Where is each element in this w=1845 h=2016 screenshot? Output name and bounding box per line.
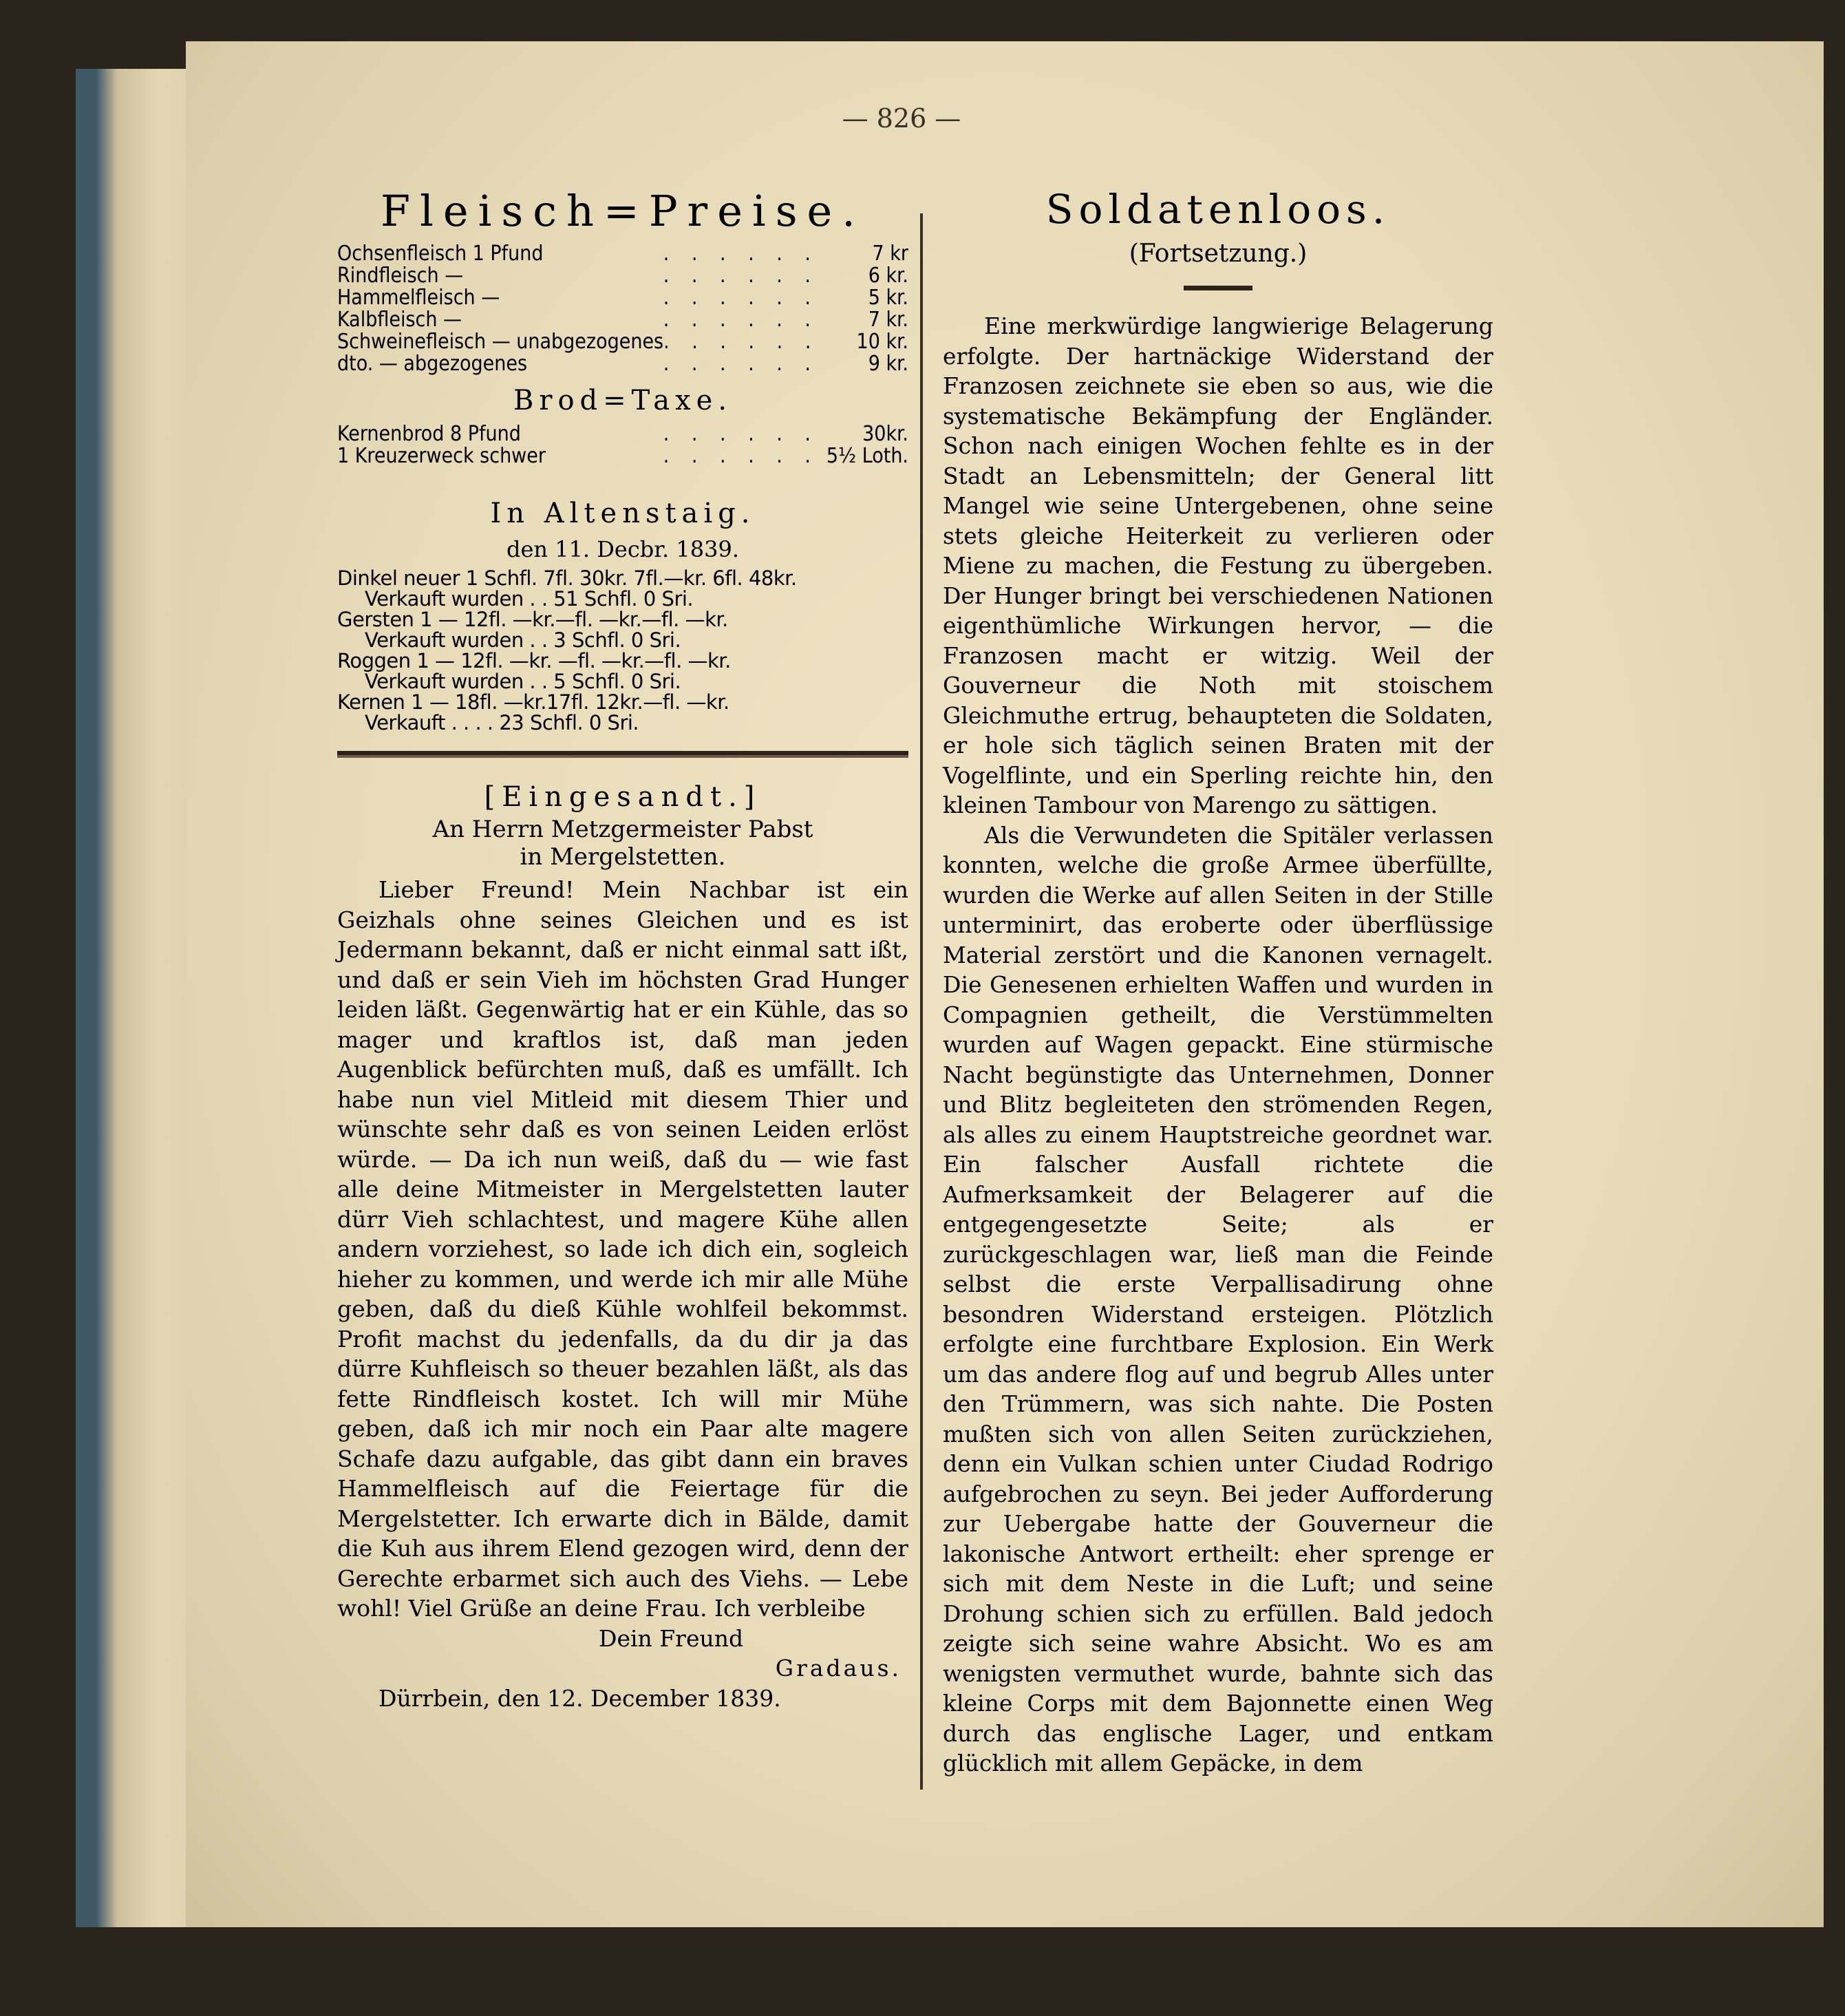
leader-dots: . . . . . . <box>663 309 819 331</box>
story-title: Soldatenloos. <box>1045 186 1391 233</box>
price-row <box>337 309 908 331</box>
price-row <box>337 445 908 467</box>
bread-price-list <box>337 423 908 467</box>
letter-place-date: Dürrbein, den 12. December 1839. <box>378 1684 781 1712</box>
letter-body: Lieber Freund! Mein Nachbar ist ein Geizhals ohne seines Gleichen und es ist Jedermann bekannt, daß er nicht einmal satt ißt, und daß er sein Vieh im höchsten Grad Hunger leiden läßt. Gegenwärtig hat er ein Kühle, das so mager und kraftlos ist, daß man jeden Augenblick befürchten muß, daß es umfällt. Ich habe nun viel Mitleid mit diesem Thier und wünschte sehr daß es von seinen Leiden erlöst würde. — Da ich nun weiß, daß du — wie fast alle deine Mitmeister in Mergelstetten lauter dürr Vieh schlachtest, und magere Kühe allen andern vorziehest, so lade ich dich ein, sogleich hieher zu kommen, und werde ich mir alle Mühe geben, daß du dieß Kühle wohlfeil bekommst. Profit machst du jedenfalls, da du dir ja das dürre Kuhfleisch so theuer bezahlen läßt, als das fette Rindfleisch kostet. Ich will mir Mühe geben, daß ich mir noch ein Paar alte magere Schafe dazu aufgable, das gibt dann ein braves Hammelfleisch auf die Feiertage für die Mergelstetter. Ich erwarte dich in Bälde, damit die Kuh aus ihrem Elend gezogen wird, denn der Gerechte erbarmet sich auch des Viehs. — Lebe wohl! Viel Grüße an deine Frau. Ich verbleibe <box>337 876 908 1622</box>
title-rule <box>1184 286 1252 290</box>
letter-closing: Dein Freund <box>599 1624 744 1652</box>
price-value: 10 kr. <box>856 330 908 354</box>
meat-price-list <box>337 243 908 375</box>
column-divider <box>920 213 923 1790</box>
market-list <box>337 568 908 733</box>
price-item: Kalbfleisch — <box>337 308 462 332</box>
price-row <box>337 243 908 265</box>
price-item: dto. — abgezogenes <box>337 352 528 376</box>
price-value: 7 kr <box>872 242 908 266</box>
price-value: 5½ Loth. <box>826 444 908 468</box>
leader-dots: . . . . . . <box>663 445 819 467</box>
leader-dots: . . . . . . <box>663 423 819 445</box>
price-item: Hammelfleisch — <box>337 286 500 310</box>
price-item: Schweinefleisch — unabgezogenes <box>337 330 664 354</box>
price-item: Kernenbrod 8 Pfund <box>337 422 521 446</box>
price-item: 1 Kreuzerweck schwer <box>337 444 546 468</box>
price-item: Ochsenfleisch 1 Pfund <box>337 242 544 266</box>
story-paragraph-2: Als die Verwundeten die Spitäler verlassen konnten, welche die große Armee überfüllte, wurden die Werke auf allen Seiten in der Stille unterminirt, das eroberte oder überflüssige Material zerstört und die Kanonen vernagelt. Die Genesenen erhielten Waffen und wurden in Compagnien getheilt, die Verstümmelten wurden auf Wagen gepackt. Eine stürmische Nacht begünstigte das Unternehmen, Donner und Blitz begleiteten den strömenden Regen, als alles zu einem Hauptstreiche geordnet war. Ein falscher Ausfall richtete die Aufmerksamkeit der Belagerer auf die entgegengesetzte Seite; als er zurückgeschlagen war, ließ man die Feinde selbst die erste Verpallisadirung ohne besondren Widerstand ersteigen. Plötzlich erfolgte eine furchtbare Explosion. Ein Werk um das andere flog auf und begrub Alles unter den Trümmern, was sich nahte. Die Posten mußten sich von allen Seiten zurückziehen, denn ein Vulkan schien unter Ciudad Rodrigo aufgebrochen zu seyn. Bei jeder Aufforderung zur Uebergabe hatte der Gouverneur die lakonische Antwort ertheilt: eher sprenge er sich mit dem Neste in die Luft; und seine Drohung schien sich zu erfüllen. Bald jedoch zeigte sich seine wahre Absicht. Wo es am wenigsten vermuthet wurde, bahnte sich das kleine Corps mit dem Bajonnette einen Weg durch das englische Lager, und entkam glücklich mit allem Gepäcke, in dem <box>943 821 1493 1776</box>
market-row: Verkauft . . . . 23 Schfl. 0 Sri. <box>365 711 639 734</box>
price-row <box>337 423 908 445</box>
right-column <box>943 186 1493 1779</box>
letter-address-1: An Herrn Metzgermeister Pabst <box>432 816 813 843</box>
price-row <box>337 287 908 309</box>
market-row: Roggen 1 — 12fl. —kr. —fl. —kr.—fl. —kr. <box>337 649 731 672</box>
price-row <box>337 265 908 287</box>
story-subtitle: (Fortsetzung.) <box>1129 240 1308 268</box>
price-value: 9 kr. <box>868 352 908 376</box>
leader-dots: . . . . . . <box>663 265 819 287</box>
price-value: 30kr. <box>862 422 908 446</box>
letter-signature: Gradaus. <box>775 1655 902 1681</box>
page-number: — 826 — <box>842 103 961 134</box>
price-value: 7 kr. <box>868 308 908 332</box>
price-value: 5 kr. <box>868 286 908 310</box>
market-date: den 11. Decbr. 1839. <box>506 536 739 562</box>
story-paragraph-1: Eine merkwürdige langwierige Belagerung erfolgte. Der hartnäckige Widerstand der Franzosen zeichnete sie eben so aus, wie die systematische Bekämpfung der Engländer. Schon nach einigen Wochen fehlte es in der Stadt an Lebensmitteln; der General litt Mangel wie seine Untergebenen, ohne seine stets gleiche Heiterkeit zu verlieren oder Miene zu machen, die Festung zu übergeben. Der Hunger bringt bei verschiedenen Nationen eigenthümliche Wirkungen hervor, — die Franzosen macht er witzig. Weil der Gouverneur die Noth mit stoischem Gleichmuthe ertrug, behaupteten die Soldaten, er hole sich täglich seinen Braten mit der Vogelflinte, und ein Sperling reichte hin, den kleinen Tambour von Marengo zu sättigen. <box>943 312 1493 818</box>
letter-address-2: in Mergelstetten. <box>520 843 726 871</box>
price-row <box>337 353 908 375</box>
leader-dots: . . . . . . <box>663 353 819 375</box>
leader-dots: . . . . . . <box>663 243 819 265</box>
price-row <box>337 331 908 353</box>
market-row: Gersten 1 — 12fl. —kr.—fl. —kr.—fl. —kr. <box>337 608 728 631</box>
market-row: Kernen 1 — 18fl. —kr.17fl. 12kr.—fl. —kr. <box>337 690 729 714</box>
market-title: In Altenstaig. <box>490 498 756 529</box>
market-row: Verkauft wurden . . 51 Schfl. 0 Sri. <box>365 587 694 611</box>
market-row: Verkauft wurden . . 3 Schfl. 0 Sri. <box>365 628 681 652</box>
market-row: Dinkel neuer 1 Schfl. 7fl. 30kr. 7fl.—kr. 6fl. 48kr. <box>337 566 797 590</box>
leader-dots: . . . . . . <box>663 331 820 353</box>
section-rule <box>337 751 908 758</box>
bread-tax-title: Brod=Taxe. <box>513 385 733 416</box>
market-row: Verkauft wurden . . 5 Schfl. 0 Sri. <box>365 670 681 693</box>
eingesandt-heading: [Eingesandt.] <box>484 781 762 813</box>
price-item: Rindfleisch — <box>337 264 464 288</box>
leader-dots: . . . . . . <box>663 287 819 309</box>
price-value: 6 kr. <box>868 264 908 288</box>
left-column <box>337 186 908 1713</box>
meat-prices-title: Fleisch=Preise. <box>381 186 865 236</box>
